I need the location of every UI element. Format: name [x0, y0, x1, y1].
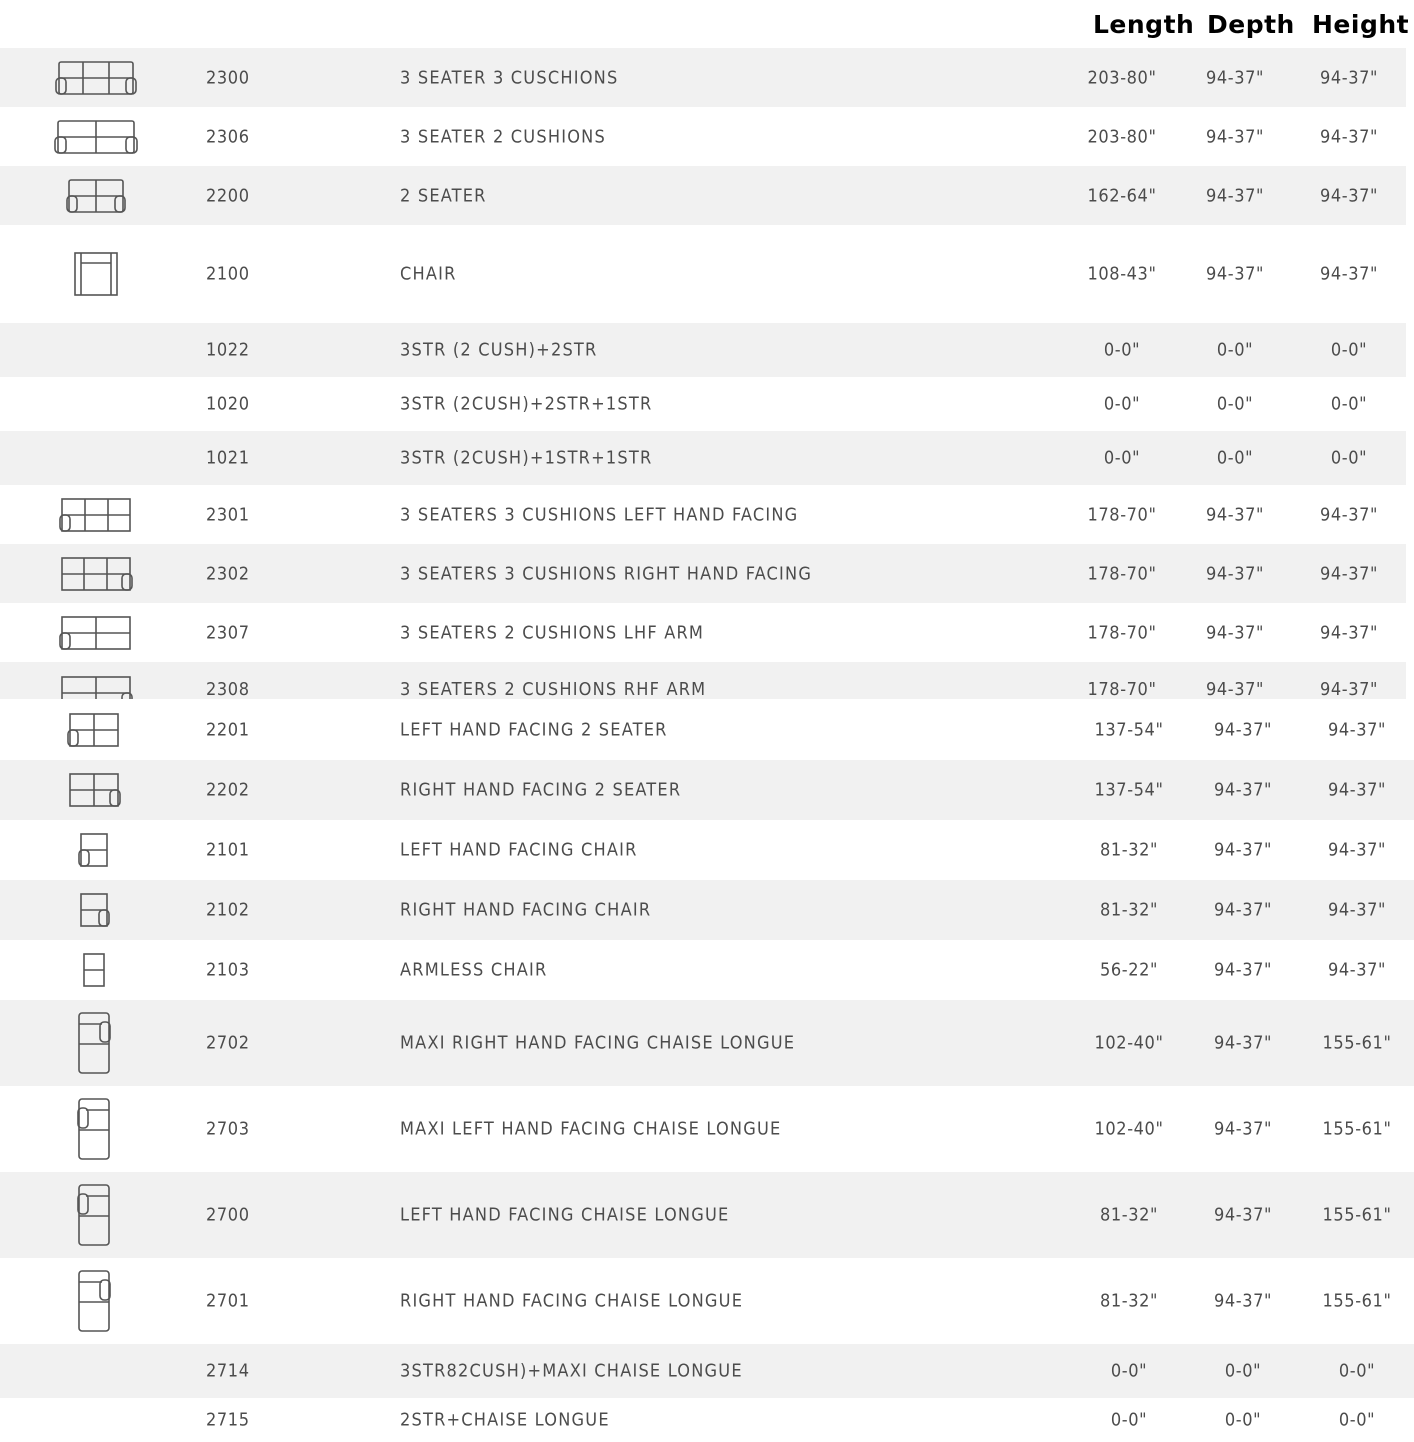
chair-rhf-icon: [78, 891, 110, 929]
item-description: 3 SEATER 2 CUSHIONS: [400, 126, 606, 147]
length-value: 137-54": [1094, 779, 1164, 801]
height-value: 0-0": [1330, 393, 1368, 415]
sofa-3-seat-2-cushion-icon: [54, 118, 138, 156]
item-description: 3STR (2 CUSH)+2STR: [400, 339, 598, 361]
length-value: 102-40": [1094, 1118, 1164, 1140]
height-value: 94-37": [1319, 185, 1379, 206]
depth-value: 94-37": [1205, 263, 1265, 285]
sofa-rhf-2-seat-icon: [67, 771, 121, 809]
column-header-height: Height: [1312, 10, 1410, 39]
item-code: 2703: [206, 1118, 250, 1140]
table-row: [0, 431, 1406, 485]
depth-value: 0-0": [1216, 339, 1254, 361]
length-value: 0-0": [1103, 339, 1141, 361]
height-value: 0-0": [1330, 339, 1368, 361]
armless-chair-icon: [81, 951, 107, 989]
length-value: 137-54": [1094, 719, 1164, 740]
length-value: 203-80": [1087, 67, 1157, 88]
table-row: [0, 166, 1406, 225]
item-description: MAXI RIGHT HAND FACING CHAISE LONGUE: [400, 1032, 796, 1054]
table-row: [0, 1086, 1414, 1172]
item-code: 2701: [206, 1290, 250, 1312]
table-row: [0, 1258, 1414, 1344]
height-value: 94-37": [1319, 263, 1379, 285]
depth-value: 94-37": [1205, 126, 1265, 147]
length-value: 108-43": [1087, 263, 1157, 285]
depth-value: 94-37": [1213, 899, 1273, 921]
depth-value: 0-0": [1216, 447, 1254, 469]
table-row: [0, 1398, 1414, 1442]
depth-value: 0-0": [1224, 1360, 1262, 1382]
height-value: 94-37": [1319, 67, 1379, 88]
item-code: 2300: [206, 67, 250, 88]
depth-value: 94-37": [1213, 1118, 1273, 1140]
chaise-lhf-icon: [76, 1096, 112, 1162]
depth-value: 94-37": [1213, 839, 1273, 861]
depth-value: 94-37": [1213, 719, 1273, 740]
height-value: 94-37": [1319, 126, 1379, 147]
table-row: [0, 1344, 1414, 1398]
item-description: 3 SEATER 3 CUSCHIONS: [400, 67, 619, 88]
item-description: LEFT HAND FACING 2 SEATER: [400, 719, 668, 740]
table-row: [0, 603, 1406, 662]
height-value: 0-0": [1330, 447, 1368, 469]
table-row: [0, 760, 1414, 820]
length-value: 178-70": [1087, 622, 1157, 643]
item-code: 2102: [206, 899, 250, 921]
height-value: 94-37": [1327, 839, 1387, 861]
column-header-length: Length: [1093, 10, 1195, 39]
table-row: [0, 1172, 1414, 1258]
length-value: 0-0": [1103, 447, 1141, 469]
height-value: 94-37": [1327, 959, 1387, 981]
item-code: 2307: [206, 622, 250, 643]
length-value: 0-0": [1110, 1409, 1148, 1431]
depth-value: 94-37": [1213, 1204, 1273, 1226]
item-description: 3 SEATERS 2 CUSHIONS RHF ARM: [400, 679, 707, 699]
table-header: [0, 0, 1414, 48]
depth-value: 94-37": [1213, 1032, 1273, 1054]
item-code: 2103: [206, 959, 250, 981]
length-value: 102-40": [1094, 1032, 1164, 1054]
chair-lhf-icon: [78, 831, 110, 869]
table-row: [0, 940, 1414, 1000]
item-description: LEFT HAND FACING CHAISE LONGUE: [400, 1204, 730, 1226]
chaise-rhf-icon: [76, 1010, 112, 1076]
item-description: RIGHT HAND FACING CHAIR: [400, 899, 652, 921]
item-description: 2 SEATER: [400, 185, 487, 206]
item-description: MAXI LEFT HAND FACING CHAISE LONGUE: [400, 1118, 782, 1140]
table-row: [0, 880, 1414, 940]
depth-value: 0-0": [1216, 393, 1254, 415]
table-row: [0, 377, 1406, 431]
depth-value: 94-37": [1205, 622, 1265, 643]
depth-value: 94-37": [1205, 185, 1265, 206]
depth-value: 0-0": [1224, 1409, 1262, 1431]
chaise-lhf-icon: [76, 1182, 112, 1248]
table-row: [0, 699, 1414, 760]
column-header-depth: Depth: [1207, 10, 1295, 39]
item-description: 3STR (2CUSH)+1STR+1STR: [400, 447, 653, 469]
length-value: 178-70": [1087, 563, 1157, 584]
item-code: 2714: [206, 1360, 250, 1382]
depth-value: 94-37": [1205, 504, 1265, 525]
sofa-lhf-2-seat-icon: [67, 711, 121, 749]
length-value: 0-0": [1110, 1360, 1148, 1382]
sofa-3-seat-3-cushion-icon: [55, 59, 137, 97]
depth-value: 94-37": [1213, 959, 1273, 981]
item-code: 2100: [206, 263, 250, 285]
depth-value: 94-37": [1205, 67, 1265, 88]
table-row: [0, 323, 1406, 377]
height-value: 155-61": [1322, 1032, 1392, 1054]
item-description: RIGHT HAND FACING 2 SEATER: [400, 779, 682, 801]
item-description: CHAIR: [400, 263, 457, 285]
height-value: 94-37": [1327, 719, 1387, 740]
table-row: [0, 107, 1406, 166]
length-value: 81-32": [1099, 839, 1159, 861]
length-value: 0-0": [1103, 393, 1141, 415]
item-code: 2200: [206, 185, 250, 206]
item-code: 2101: [206, 839, 250, 861]
sofa-rhf-2-cushion-icon: [59, 674, 133, 699]
item-description: 3 SEATERS 2 CUSHIONS LHF ARM: [400, 622, 705, 643]
length-value: 81-32": [1099, 899, 1159, 921]
item-description: LEFT HAND FACING CHAIR: [400, 839, 638, 861]
item-code: 2302: [206, 563, 250, 584]
item-description: 3 SEATERS 3 CUSHIONS RIGHT HAND FACING: [400, 563, 813, 584]
height-value: 94-37": [1319, 622, 1379, 643]
table-row: [0, 544, 1406, 603]
item-code: 2301: [206, 504, 250, 525]
item-code: 2700: [206, 1204, 250, 1226]
length-value: 203-80": [1087, 126, 1157, 147]
table-row: [0, 485, 1406, 544]
height-value: 94-37": [1319, 563, 1379, 584]
depth-value: 94-37": [1205, 563, 1265, 584]
item-code: 1022: [206, 339, 250, 361]
height-value: 94-37": [1319, 679, 1379, 699]
table-row: [0, 225, 1406, 323]
chaise-rhf-icon: [76, 1268, 112, 1334]
length-value: 162-64": [1087, 185, 1157, 206]
length-value: 178-70": [1087, 679, 1157, 699]
height-value: 155-61": [1322, 1118, 1392, 1140]
item-description: ARMLESS CHAIR: [400, 959, 548, 981]
item-code: 1021: [206, 447, 250, 469]
height-value: 155-61": [1322, 1204, 1392, 1226]
armchair-icon: [73, 251, 119, 297]
item-code: 2715: [206, 1409, 250, 1431]
length-value: 178-70": [1087, 504, 1157, 525]
height-value: 0-0": [1338, 1360, 1376, 1382]
item-code: 2308: [206, 679, 250, 699]
item-code: 2702: [206, 1032, 250, 1054]
item-code: 1020: [206, 393, 250, 415]
length-value: 81-32": [1099, 1290, 1159, 1312]
depth-value: 94-37": [1213, 779, 1273, 801]
table-row: [0, 48, 1406, 107]
table-row: [0, 1000, 1414, 1086]
item-description: 3STR82CUSH)+MAXI CHAISE LONGUE: [400, 1360, 743, 1382]
item-description: 2STR+CHAISE LONGUE: [400, 1409, 610, 1431]
sofa-lhf-2-cushion-icon: [59, 614, 133, 652]
height-value: 94-37": [1327, 899, 1387, 921]
height-value: 94-37": [1327, 779, 1387, 801]
sofa-rhf-3-seat-icon: [59, 555, 133, 593]
item-code: 2306: [206, 126, 250, 147]
table-row: [0, 662, 1406, 699]
sofa-lhf-3-seat-icon: [59, 496, 133, 534]
height-value: 94-37": [1319, 504, 1379, 525]
depth-value: 94-37": [1205, 679, 1265, 699]
height-value: 0-0": [1338, 1409, 1376, 1431]
item-description: 3STR (2CUSH)+2STR+1STR: [400, 393, 653, 415]
table-row: [0, 820, 1414, 880]
height-value: 155-61": [1322, 1290, 1392, 1312]
length-value: 56-22": [1099, 959, 1159, 981]
length-value: 81-32": [1099, 1204, 1159, 1226]
item-code: 2202: [206, 779, 250, 801]
item-code: 2201: [206, 719, 250, 740]
sofa-2-seat-icon: [66, 177, 126, 215]
depth-value: 94-37": [1213, 1290, 1273, 1312]
item-description: 3 SEATERS 3 CUSHIONS LEFT HAND FACING: [400, 504, 799, 525]
item-description: RIGHT HAND FACING CHAISE LONGUE: [400, 1290, 744, 1312]
